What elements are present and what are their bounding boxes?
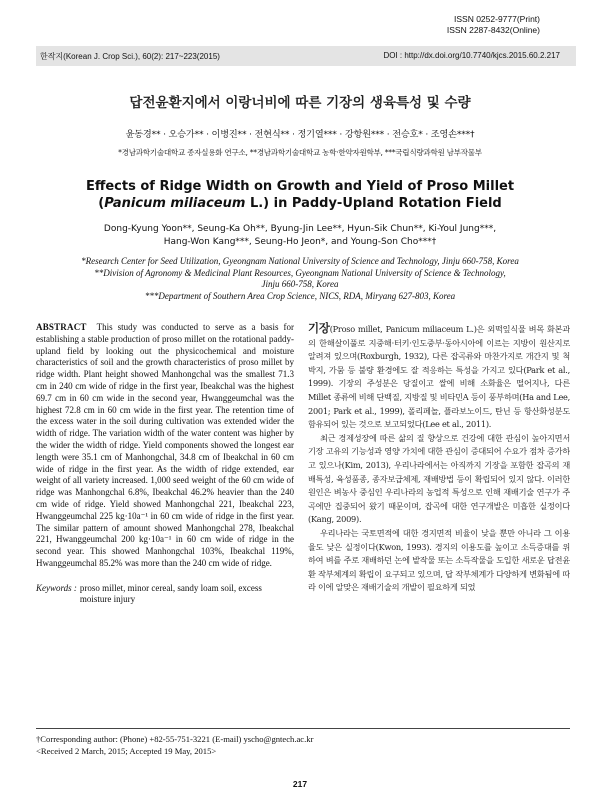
affiliation-2: **Division of Agronomy & Medicinal Plant Resources, Gyeongnam National University of Science & Technology, — [94, 267, 506, 278]
affiliation-1: *Research Center for Seed Utilization, Gyeongnam National University of Science and Technology, Jinju 660-758, Korea — [81, 256, 519, 266]
issn-block — [447, 14, 540, 35]
korean-affiliations: *경남과학기술대학교 종자실용화 연구소, **경남과학기술대학교 농학·한약자원학부, ***국립식량과학원 남부작물부 — [118, 148, 482, 157]
english-authors — [0, 223, 600, 249]
footnote — [36, 733, 313, 757]
korean-title: 답전윤환지에서 이랑너비에 따른 기장의 생육특성 및 수량 — [129, 95, 471, 111]
lead-word: 기장 — [308, 322, 330, 335]
right-column-body — [308, 322, 570, 717]
abstract-text: This study was conducted to serve as a basis for establishing a stable production of proso millet on the rotational paddy-upland field by looking out the physicochemical and moisture characteristics of soil and the growth characteristics of proso millet by ridge width. Plant height showed Manhongchal was the smallest 71.3 cm in 240 cm wide of ridge in the first year, Ibeakchal was the highest 69.7 cm in 60 cm wide in the second year, Hwanggeumchal was the highest 72.8 cm in 60 cm wide in the first year. The retention time of the excess water in the soil during cultivation was extended wider the width of ridge. The variation width of the water content was higher by the wider the width of ridge. Yield components showed the longest ear length were 35.1 cm of Manhongchal, 34.8 cm of Ibeakchal in 60 cm wide of ridge in the first year. As the width of ridge extended, ear weight of all variety increased. 1,000 seed weight of the 60 cm wide of ridge was Manhongchal 6.8%, Ibeakchal 46.2% heavier than the 240 cm wide of ridge. Yield showed Manhongchal 221, Ibeakchal 223, Hwanggeumchal 225 kg·10a⁻¹ in 60 cm wide of ridge in the first year. The similar pattern of amount showed Manhongchal 278, Ibeakchal 221, Hwanggeumchal 200 kg·10a⁻¹ in 60 cm wide of ridge in the second year. This showed Manhongchal 103%, Ibeakchal 119%, Hwanggeumchal 85.2% was more than the 240 cm wide of ridge. — [36, 322, 294, 568]
english-authors-line2: Hang-Won Kang***, Seung-Ho Jeon*, and Young-Son Cho***† — [163, 237, 437, 247]
affiliation-2-cont: Jinju 660-758, Korea — [261, 279, 339, 290]
english-affiliations — [30, 256, 570, 302]
intro-paragraph-1 — [308, 322, 570, 432]
abstract — [36, 322, 294, 570]
issn-online: ISSN 2287-8432(Online) — [446, 24, 540, 35]
received-dates: <Received 2 March, 2015; Accepted 19 May, 2015> — [36, 746, 217, 756]
intro-paragraph-1-text: (Proso millet, Panicum miliaceum L.)은 외떡잎식물 벼목 화본과의 한해살이풀로 지중해·터키·인도중부·동아시아에 이르는 지방이 원산지로 알려져 있으며(Roxburgh, 1932), 다른 잡곡류와 마찬가지로 개간지 및 척박지, 가뭄 등 불량 환경에도 잘 적응하는 특성을 가지고 있다(Park et al., 1999). 기장의 주성분은 당질이고 쌀에 비해 소화율은 떨어지나, 다른 Millet 종류에 비해 단백질, 지방질 및 비타민A 등이 풍부하며(Ha and Lee, 2001; Park et al., 1999), 폴리페놀, 플라보노이드, 탄닌 등 항산화성분도 함유되어 있는 것으로 보고되었다(Lee et al., 2011). — [308, 324, 570, 430]
issn-print: ISSN 0252-9777(Print) — [454, 14, 540, 24]
keywords — [36, 583, 294, 606]
english-authors-line1: Dong-Kyung Yoon**, Seung-Ka Oh**, Byung-Jin Lee**, Hyun-Sik Chun**, Ki-Youl Jung***, — [103, 224, 497, 234]
footnote-divider — [36, 728, 570, 729]
korean-authors: 윤동경** · 오승가** · 이병진** · 전현식** · 정기열*** · 강항원*** · 전승호* · 조영손***† — [125, 129, 475, 140]
intro-paragraph-3: 우리나라는 국토면적에 대한 경지면적 비율이 낮을 뿐만 아니라 그 이용율도 낮은 실정이다(Kwon, 1993). 경지의 이용도를 높이고 소득증대를 위하여 벼를 주로 재배하던 논에 밭작물 또는 소득작물을 도입한 새로운 답전윤환 작부체계의 확립이 요구되고 있으며, 답 작부체계가 다양하게 변화됨에 따라 이에 알맞은 재배기술의 개발이 필요하게 되었 — [308, 527, 570, 593]
english-title-line2: (Panicum miliaceum L.) in Paddy-Upland Rotation Field — [98, 196, 502, 211]
english-title-line1: Effects of Ridge Width on Growth and Yield of Proso Millet — [85, 179, 515, 194]
corresponding-author: †Corresponding author: (Phone) +82-55-751-3221 (E-mail) yscho@gntech.ac.kr — [36, 734, 314, 744]
intro-paragraph-2: 최근 경제성장에 따른 삶의 질 향상으로 건강에 대한 관심이 높아지면서 기장 고유의 기능성과 영양 가치에 대한 관심이 증대되어 수요가 점차 증가하고 있으나(Kim, 2013), 우리나라에서는 아직까지 기장을 포함한 잡곡의 재배특성, 육성품종, 종자보급체제, 재배방법 등이 확립되어 있지 않다. 이러한 원인은 벼농사 중심인 우리나라의 농업적 특성으로 인해 재배기술 연구가 주곡에만 집중되어 왔기 때문이며, 잡곡에 대한 연구개발은 미흡한 실정이다(Kang, 2009). — [308, 432, 570, 525]
page-number: 217 — [292, 779, 308, 789]
doi-link[interactable]: DOI : http://dx.doi.org/10.7740/kjcs.2015.60.2.217 — [383, 51, 560, 60]
species-name: Panicum miliaceum — [104, 196, 246, 211]
affiliation-3: ***Department of Southern Area Crop Science, NICS, RDA, Miryang 627-803, Korea — [144, 290, 456, 301]
keywords-text: proso millet, minor cereal, sandy loam soil, excess moisture injury — [79, 582, 262, 605]
journal-citation: 한작지(Korean J. Crop Sci.), 60(2): 217~223(2015) — [40, 52, 220, 61]
left-column — [36, 322, 294, 606]
keywords-label: Keywords : — [36, 582, 77, 593]
english-title — [0, 178, 600, 212]
abstract-label: ABSTRACT — [36, 322, 87, 332]
